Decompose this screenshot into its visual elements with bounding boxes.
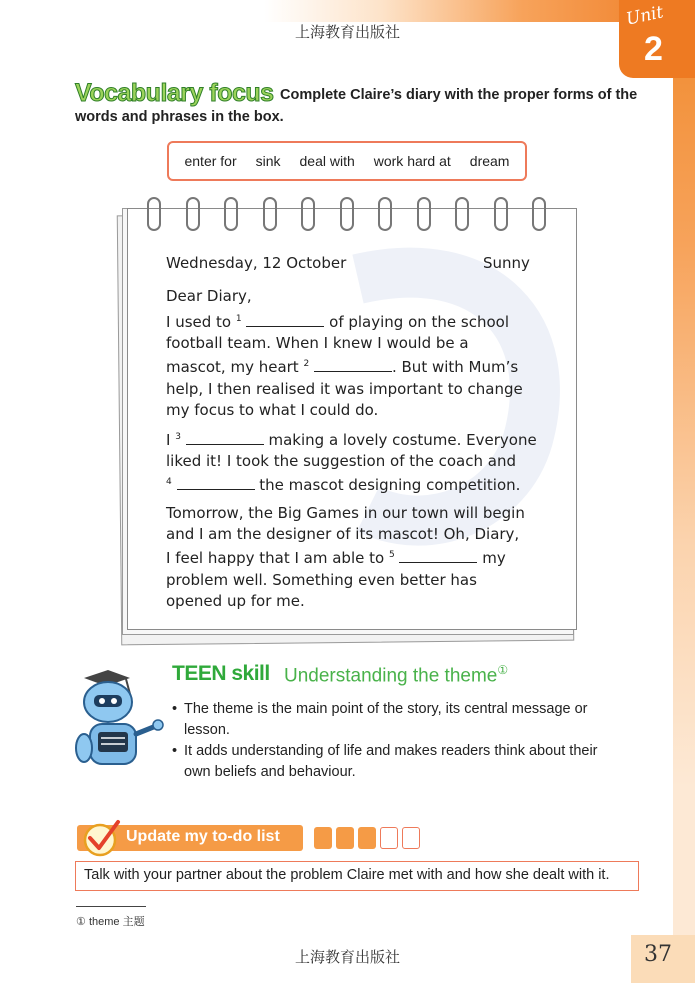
diary-paragraph-2: [166, 427, 537, 497]
progress-square-empty: [380, 827, 398, 849]
diary-line: my focus to what I could do.: [166, 400, 379, 419]
checkmark-circle-icon: [80, 816, 124, 860]
diary-line: liked it! I took the suggestion of the coach and: [166, 452, 516, 471]
footnote: ① theme 主题: [76, 916, 145, 928]
answer-blank[interactable]: [399, 548, 477, 563]
word-item: enter for: [184, 153, 237, 169]
teen-skill-subtitle: Understanding the theme①: [284, 663, 509, 687]
diary-line: problem well. Something even better has: [166, 570, 477, 589]
word-item: deal with: [299, 153, 355, 169]
teen-skill-title: TEEN skill: [172, 662, 270, 685]
publisher-footer: 上海教育出版社: [294, 948, 400, 966]
todo-task: Talk with your partner about the problem Claire met with and how she dealt with it.: [75, 861, 639, 891]
diary-line: mascot, my heart $^2$ . But with Mum’s: [166, 358, 519, 377]
diary-paragraph-3: [166, 503, 525, 612]
diary-line: Tomorrow, the Big Games in our town will begin: [166, 504, 525, 522]
word-box: [167, 141, 527, 181]
word-item: work hard at: [373, 153, 451, 169]
answer-blank[interactable]: [177, 475, 255, 490]
notebook-ring-icon: [532, 197, 546, 231]
right-orange-band: [673, 0, 695, 983]
progress-square-filled: [358, 827, 376, 849]
word-item: dream: [469, 153, 510, 169]
vocabulary-instruction: Complete Claire’s diary with the proper forms of the: [280, 87, 638, 103]
publisher-header: 上海教育出版社: [294, 23, 400, 41]
answer-blank[interactable]: [314, 357, 392, 372]
notebook-ring-icon: [494, 197, 508, 231]
progress-square-filled: [336, 827, 354, 849]
diary-date: Wednesday, 12 October: [166, 254, 347, 272]
diary-line: I used to $^1$ of playing on the school: [166, 313, 510, 331]
diary-line: opened up for me.: [166, 591, 305, 610]
notebook-ring-icon: [301, 197, 315, 231]
notebook-ring-icon: [378, 197, 392, 231]
bullet-dot-icon: •: [172, 743, 178, 759]
diary-line: I feel happy that I am able to $^5$ my: [166, 549, 506, 568]
diary-line: help, I then realised it was important to change: [166, 379, 523, 398]
progress-square-empty: [402, 827, 420, 849]
page-number: 37: [644, 942, 672, 967]
footnote-divider: [76, 906, 146, 907]
unit-label: Unit: [624, 2, 666, 30]
progress-square-filled: [314, 827, 332, 849]
diary-paragraph-1: [166, 309, 523, 421]
todo-title: Update my to-do list: [126, 828, 280, 845]
notebook-ring-icon: [417, 197, 431, 231]
robot-mascot-icon: [70, 668, 170, 778]
notebook-ring-icon: [147, 197, 161, 231]
teen-skill-bullet-2: • It adds understanding of life and makes readers think about their own beliefs and behaviour.: [172, 743, 598, 780]
vocabulary-instruction-line2: words and phrases in the box.: [75, 109, 284, 125]
diary-line: and I am the designer of its mascot! Oh, Diary,: [166, 525, 520, 544]
answer-blank[interactable]: [246, 312, 324, 327]
notebook-ring-icon: [224, 197, 238, 231]
diary-greeting: Dear Diary,: [166, 287, 252, 305]
teen-skill-bullet-1: • The theme is the main point of the story, its central message or lesson.: [172, 701, 588, 738]
diary-line: $^4$ the mascot designing competition.: [166, 476, 521, 495]
word-item: sink: [255, 153, 281, 169]
notebook-ring-icon: [263, 197, 277, 231]
bullet-dot-icon: •: [172, 701, 178, 717]
diary-weather: Sunny: [483, 254, 530, 272]
diary-line: football team. When I knew I would be a: [166, 334, 469, 353]
answer-blank[interactable]: [186, 430, 264, 445]
notebook-ring-icon: [340, 197, 354, 231]
unit-number: 2: [644, 30, 663, 68]
top-orange-band: [0, 0, 695, 22]
notebook-ring-icon: [455, 197, 469, 231]
diary-line: I $^3$ making a lovely costume. Everyone: [166, 431, 537, 449]
notebook-ring-icon: [186, 197, 200, 231]
vocabulary-title: Vocabulary focus: [75, 79, 274, 107]
